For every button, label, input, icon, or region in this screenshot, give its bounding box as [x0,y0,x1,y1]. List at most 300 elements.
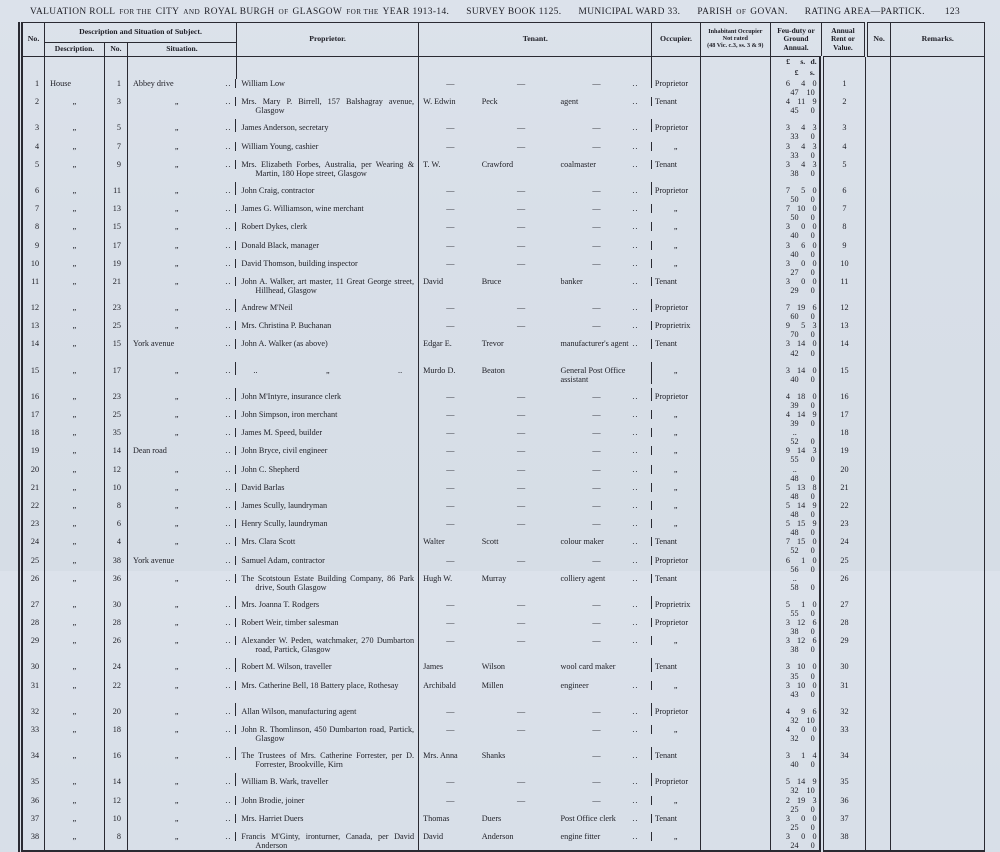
tenant-part: — [592,725,601,734]
cell-occupier: „ [652,519,700,537]
cell-house-no: 25 [104,410,127,428]
cell-spacer [21,115,45,123]
cell-remarks [866,259,891,277]
cell-no-repeat: 38 [822,832,866,851]
feu-pounds: 4 [785,391,790,401]
cell-remarks [866,79,891,97]
feu-shillings: 10 [797,680,806,690]
cell-proprietor [236,556,418,574]
cell-description: „ [45,483,105,501]
feu-pence: 0 [812,240,817,250]
feu-pounds: 7 [785,303,790,313]
leader-dots: .. [225,276,232,286]
tenant-part: — [516,141,526,151]
cell-no-repeat: 33 [822,725,866,743]
table-row [21,259,985,277]
situation-text: „ [174,573,179,583]
cell-annual-rent [771,841,820,850]
leader-dots: .. [225,185,232,195]
feu-pounds: 7 [785,185,790,195]
cell-annual-rent [771,546,820,555]
cell-tenant [419,796,652,805]
cell-entry-no: 5 [21,160,45,178]
tenant-part: Hugh W. [423,573,453,583]
cell-house-no: 7 [104,142,127,160]
feu-pounds: 7 [785,537,790,547]
leader-dots: .. [632,795,639,805]
leader-dots: .. [225,500,232,510]
cell-annual-rent [771,716,820,725]
table-row [21,465,985,483]
cell-proprietor [236,600,418,618]
feu-pounds: 3 [785,636,790,646]
cell-blank [21,57,45,80]
header-proprietor: Proprietor. [236,23,418,57]
cell-description: „ [45,751,105,769]
feu-pence: 9 [812,777,817,787]
cell-inhabitant-occupier [700,339,770,357]
tenant-part: — [446,123,455,133]
feu-pounds: 4 [785,410,790,419]
cell-proprietor [236,186,418,204]
cell-house-no: 38 [104,556,127,574]
table-row [21,241,985,259]
cell-annual-rent [771,690,820,699]
cell-house-no: 25 [104,321,127,339]
cell-entry-no: 8 [21,222,45,240]
cell-spacer [652,178,700,186]
cell-spacer [45,384,105,392]
cell-no-repeat: 23 [822,519,866,537]
cell-spacer [652,384,700,392]
table-row [21,636,985,654]
cell-no-repeat: 20 [822,465,866,483]
tenant-part: — [592,599,601,609]
cell-situation [128,681,236,690]
table-row [21,751,985,769]
cell-spacer [652,358,700,366]
proprietor-text: Alexander W. Peden, watchmaker, 270 Dumbarton road, Partick, Glasgow [241,636,415,655]
cell-house-no: 21 [104,277,127,295]
cell-house-no: 12 [104,796,127,814]
cell-spacer [45,769,105,777]
cell-tenant [419,446,652,455]
cell-remarks [866,537,891,555]
cell-annual-rent [771,169,820,178]
tenant-part: W. Edwin [423,97,456,107]
rent-shillings: 0 [810,374,815,384]
title-segment: GLASGOW [292,7,343,17]
shilling-sign: s. [800,57,806,66]
cell-description: „ [45,574,105,592]
cell-proprietor [236,79,418,97]
cell-situation [128,483,236,492]
cell-feu-duty [771,79,820,88]
cell-entry-no: 4 [21,142,45,160]
cell-description: „ [45,277,105,295]
cell-house-no: 1 [104,79,127,97]
cell-entry-no: 15 [21,366,45,384]
cell-house-no: 28 [104,618,127,636]
cell-situation [128,186,236,195]
tenant-part: — [446,555,455,565]
cell-tenant [419,277,652,286]
leader-dots: .. [632,428,639,438]
pound-sign: £ [786,57,790,66]
leader-dots: .. [632,141,639,151]
leader-dots: .. [632,123,639,133]
cell-house-no: 8 [104,832,127,851]
table-row [21,725,985,743]
cell-entry-no: 28 [21,618,45,636]
cell-proprietor [236,501,418,519]
rent-shillings: 0 [810,400,815,410]
cell-inhabitant-occupier [700,636,770,654]
feu-pounds: 5 [785,777,790,787]
cell-spacer [652,115,700,123]
cell-spacer [700,592,770,600]
feu-pounds: 5 [785,599,790,609]
tenant-part: David [423,276,444,286]
cell-house-no: 8 [104,501,127,519]
cell-remarks [866,681,891,699]
proprietor-text: Andrew M'Neil [241,303,293,313]
cell-situation [128,636,236,645]
tenant-part: — [446,303,455,313]
table-row [21,97,985,115]
cell-description: „ [45,814,105,832]
cell-proprietor [236,97,418,115]
scanned-valuation-roll-page [0,7,1000,851]
cell-occupier: Proprietor [652,392,700,410]
feu-shillings: 14 [797,365,806,375]
cell-description: „ [45,259,105,277]
cell-spacer [700,115,770,123]
cell-house-no: 35 [104,428,127,446]
rent-pounds: 52 [790,437,799,447]
cell-inhabitant-occupier [700,186,770,204]
feu-pence: 6 [812,303,817,313]
tenant-part: — [592,464,601,474]
header-inhabitant-occupier [700,23,770,57]
cell-situation [128,277,236,286]
cell-no-repeat: 36 [822,796,866,814]
cell-description: „ [45,465,105,483]
situation-text: „ [174,321,179,331]
cell-inhabitant-occupier [700,410,770,428]
tenant-part: — [592,482,601,492]
cell-feu-duty [771,681,820,690]
cell-situation [128,142,236,151]
rent-shillings: 0 [810,249,815,259]
rent-pounds: 60 [790,312,799,322]
table-row [21,574,985,592]
cell-proprietor [236,259,418,277]
cell-house-no: 5 [104,123,127,141]
cell-tenant [419,303,652,312]
leader-dots: .. [225,706,232,716]
feu-shillings: 19 [797,795,806,805]
situation-text: „ [174,636,179,646]
cell-entry-no: 19 [21,446,45,464]
cell-occupier: „ [652,796,700,814]
cell-no-repeat: 15 [822,366,866,384]
cell-entry-no: 23 [21,519,45,537]
title-segment: AND [183,8,201,16]
cell-annual-rent [771,250,820,259]
situation-text: „ [174,276,179,286]
proprietor-text: David Barlas [241,482,285,492]
cell-situation [128,410,236,419]
cell-house-no: 16 [104,751,127,769]
leader-dots: .. [225,599,232,609]
cell-remarks [866,339,891,357]
cell-feu-duty [771,123,820,132]
title-segment: FOR THE [119,8,152,16]
proprietor-text: Francis M'Ginty, ironturner, Canada, per David Anderson [241,831,415,851]
leader-dots: .. [225,751,232,761]
feu-pence: 0 [812,204,817,214]
cell-entry-no: 2 [21,97,45,115]
cell-remarks [866,410,891,428]
cell-description: „ [45,832,105,851]
cell-proprietor [236,814,418,832]
cell-occupier: „ [652,446,700,464]
tenant-part: — [592,258,601,268]
cell-no-repeat: 29 [822,636,866,654]
cell-occupier: „ [652,501,700,519]
cell-annual-rent [771,268,820,277]
tenant-part: — [592,123,601,133]
feu-shillings: 19 [797,303,806,313]
situation-text: „ [174,410,179,419]
feu-pence: 8 [812,482,817,492]
row-spacer [21,592,985,600]
feu-pence: 9 [812,500,817,510]
cell-entry-no: 35 [21,777,45,795]
cell-spacer [21,295,45,303]
cell-entry-no: 27 [21,600,45,618]
cell-house-no: 9 [104,160,127,178]
tenant-part: — [516,519,526,529]
cell-spacer [21,178,45,186]
cell-occupier: Tenant [652,537,700,555]
tenant-part: — [446,725,455,734]
rent-shillings: 0 [810,437,815,447]
leader-dots: .. [632,519,639,529]
cell-spacer [822,743,866,751]
cell-proprietor [236,636,418,654]
cell-feu-duty [771,204,820,213]
cell-no-repeat: 35 [822,777,866,795]
cell-proprietor [236,618,418,636]
rent-pounds: 38 [790,168,799,178]
title-segment: ROYAL BURGH [204,7,275,17]
cell-no-repeat: 2 [822,97,866,115]
situation-text: „ [174,725,179,734]
cell-inhabitant-occupier [700,777,770,795]
cell-situation [128,123,236,132]
cell-remarks [866,446,891,464]
cell-occupier: Tenant [652,814,700,832]
cell-description: „ [45,366,105,384]
cell-tenant [419,574,652,583]
feu-pounds: 3 [785,751,790,761]
cell-spacer [866,699,891,707]
leader-dots: .. [632,79,639,88]
row-spacer [21,295,985,303]
proprietor-text: John A. Walker, art master, 11 Great George street, Hillhead, Glasgow [241,276,415,295]
cell-spacer [45,115,105,123]
table-row [21,519,985,537]
tenant-part: Duers [481,813,502,823]
leader-dots: .. [225,555,232,565]
table-row [21,123,985,141]
tenant-part: — [446,428,455,438]
cell-spacer [866,178,891,186]
feu-pence: 0 [812,391,817,401]
cell-tenant [419,662,652,671]
leader-dots: .. [632,222,639,232]
proprietor-text: The Trustees of Mrs. Catherine Forrester, per D. Forrester, Brookville, Kirn [241,751,415,770]
cell-inhabitant-occupier [700,204,770,222]
cell-annual-rent [771,528,820,537]
tenant-part: — [592,555,601,565]
feu-pounds: 9 [785,321,790,331]
title-segment: VALUATION ROLL [30,7,116,17]
cell-inhabitant-occupier [700,618,770,636]
table-row [21,501,985,519]
rent-pounds: 32 [790,734,799,744]
cell-spacer [822,295,866,303]
proprietor-text: John A. Walker (as above) [241,339,328,349]
cell-description: „ [45,392,105,410]
cell-tenant [419,556,652,565]
cell-spacer [822,178,866,186]
cell-description: „ [45,519,105,537]
feu-pounds: 3 [785,365,790,375]
cell-feu-duty [771,321,820,330]
tenant-part: — [446,141,455,151]
cell-description: „ [45,222,105,240]
cell-spacer [866,769,891,777]
proprietor-text: Mrs. Catherine Bell, 18 Battery place, Rothesay [241,680,399,690]
proprietor-text: John C. Shepherd [241,464,300,474]
cell-annual-rent [771,437,820,446]
cell-inhabitant-occupier [700,366,770,384]
cell-spacer [104,115,127,123]
situation-text: „ [174,777,179,787]
cell-remarks [866,241,891,259]
cell-situation [128,321,236,330]
tenant-part: — [516,706,526,716]
feu-pounds: 4 [785,725,790,734]
cell-house-no: 11 [104,186,127,204]
tenant-part: Shanks [481,751,506,761]
tenant-part: Archibald [423,680,456,690]
feu-shillings: 5 [801,321,806,331]
title-segment: MUNICIPAL WARD 33. [578,7,681,17]
tenant-part: Peck [481,97,498,107]
cell-house-no: 12 [104,465,127,483]
feu-pence: 0 [812,555,817,565]
rent-shillings: 0 [810,132,815,142]
cell-occupier: „ [652,725,700,743]
feu-shillings: 12 [797,618,806,628]
rent-shillings: 0 [810,608,815,618]
feu-shillings: 18 [797,391,806,401]
cell-no-repeat: 1 [822,79,866,97]
feu-pounds: 3 [785,813,790,823]
currency-feu-label [771,57,820,68]
tenant-part: — [592,500,601,510]
cell-situation [128,501,236,510]
rent-shillings: 0 [810,150,815,160]
cell-no-repeat: 30 [822,662,866,680]
tenant-part: Thomas [423,813,450,823]
header-inhabitant-line3: (48 Vic. c.3, ss. 3 & 9) [707,41,764,49]
tenant-part: — [516,410,526,419]
tenant-part: — [516,599,526,609]
leader-dots: .. [225,464,232,474]
proprietor-text: James G. Williamson, wine merchant [241,204,364,214]
cell-spacer [866,743,891,751]
cell-spacer [866,115,891,123]
cell-spacer [700,743,770,751]
cell-house-no: 6 [104,519,127,537]
feu-shillings: 12 [797,636,806,646]
cell-remarks [866,832,891,851]
cell-house-no: 17 [104,366,127,384]
leader-dots: .. [632,500,639,510]
cell-inhabitant-occupier [700,814,770,832]
tenant-part: — [592,204,601,214]
proprietor-text: John Brodie, joiner [241,795,305,805]
cell-no-repeat: 12 [822,303,866,321]
cell-spacer [236,178,418,186]
tenant-part: — [592,618,601,628]
leader-dots: .. [632,751,639,761]
feu-shillings: 0 [801,813,806,823]
situation-text: „ [174,185,179,195]
cell-feu-duty [771,222,820,231]
feu-shillings: 6 [801,240,806,250]
cell-blank [236,57,418,80]
cell-annual-rent [771,823,820,832]
leader-dots: .. [225,79,232,88]
cell-remarks [866,465,891,483]
cell-annual-rent [771,419,820,428]
cell-spacer [236,358,418,366]
situation-text: „ [174,123,179,133]
table-row [21,618,985,636]
tenant-part: — [516,500,526,510]
cell-feu-duty [771,725,820,734]
cell-spacer [822,654,866,662]
tenant-part: — [592,303,601,313]
cell-annual-rent [771,401,820,410]
cell-no-repeat: 3 [822,123,866,141]
cell-inhabitant-occupier [700,303,770,321]
cell-entry-no: 1 [21,79,45,97]
cell-house-no: 36 [104,574,127,592]
rent-shillings: 0 [810,473,815,483]
rent-pounds: 48 [790,510,799,520]
cell-situation [128,259,236,268]
table-row [21,814,985,832]
table-row [21,321,985,339]
cell-inhabitant-occupier [700,501,770,519]
